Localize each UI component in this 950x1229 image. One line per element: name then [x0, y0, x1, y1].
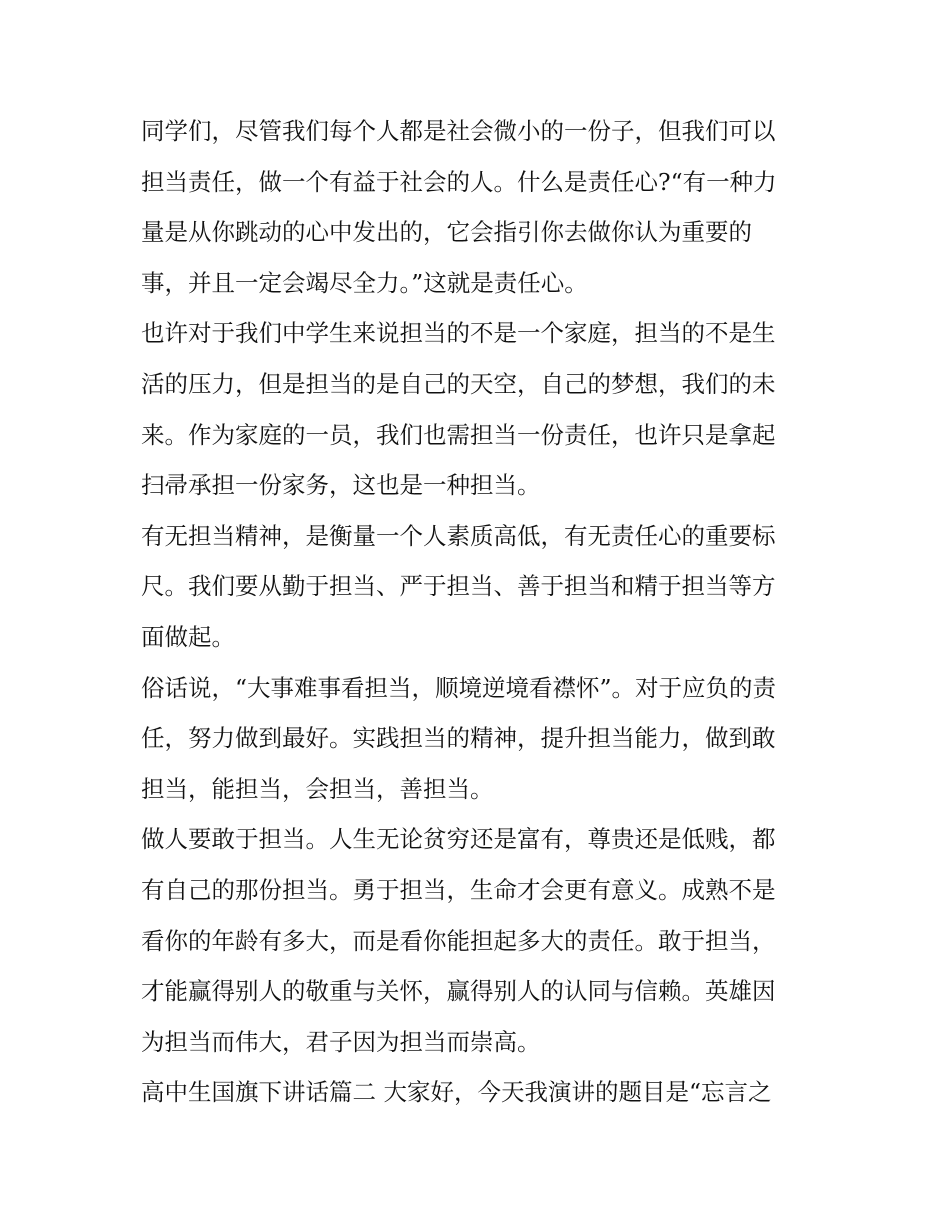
text-line: 俗话说，“大事难事看担当，顺境逆境看襟怀”。对于应负的责 [141, 673, 777, 702]
text-line: 同学们，尽管我们每个人都是社会微小的一份子，但我们可以 [141, 117, 776, 145]
text-line: 扫帚承担一份家务，这也是一种担当。 [141, 471, 541, 500]
text-line: 任，努力做到最好。实践担当的精神，提升担当能力，做到敢 [141, 724, 776, 753]
text-line: 担当责任，做一个有益于社会的人。什么是责任心?“有一种力 [141, 167, 777, 196]
text-line: 尺。我们要从勤于担当、严于担当、善于担当和精于担当等方 [141, 572, 776, 601]
text-line: 才能赢得别人的敬重与关怀，赢得别人的认同与信赖。英雄因 [141, 977, 776, 1006]
text-line: 担当，能担当，会担当，善担当。 [141, 774, 494, 803]
text-line: 有自己的那份担当。勇于担当，生命才会更有意义。成熟不是 [141, 875, 776, 904]
text-line: 为担当而伟大，君子因为担当而崇高。 [141, 1027, 541, 1056]
text-line: 看你的年龄有多大，而是看你能担起多大的责任。敢于担当， [141, 926, 776, 955]
text-line: 也许对于我们中学生来说担当的不是一个家庭，担当的不是生 [141, 319, 776, 348]
text-line: 做人要敢于担当。人生无论贫穷还是富有，尊贵还是低贱，都 [141, 825, 776, 854]
text-line: 活的压力，但是担当的是自己的天空，自己的梦想，我们的未 [141, 369, 776, 398]
text-line: 有无担当精神，是衡量一个人素质高低，有无责任心的重要标 [141, 521, 776, 550]
text-line: 事，并且一定会竭尽全力。”这就是责任心。 [141, 268, 588, 297]
document-body [141, 106, 821, 1118]
text-line: 高中生国旗下讲话篇二 大家好，今天我演讲的题目是“忘言之 [141, 1078, 772, 1107]
text-line: 面做起。 [141, 622, 235, 651]
text-line: 来。作为家庭的一员，我们也需担当一份责任，也许只是拿起 [141, 420, 776, 449]
text-line: 量是从你跳动的心中发出的，它会指引你去做你认为重要的 [141, 218, 752, 247]
